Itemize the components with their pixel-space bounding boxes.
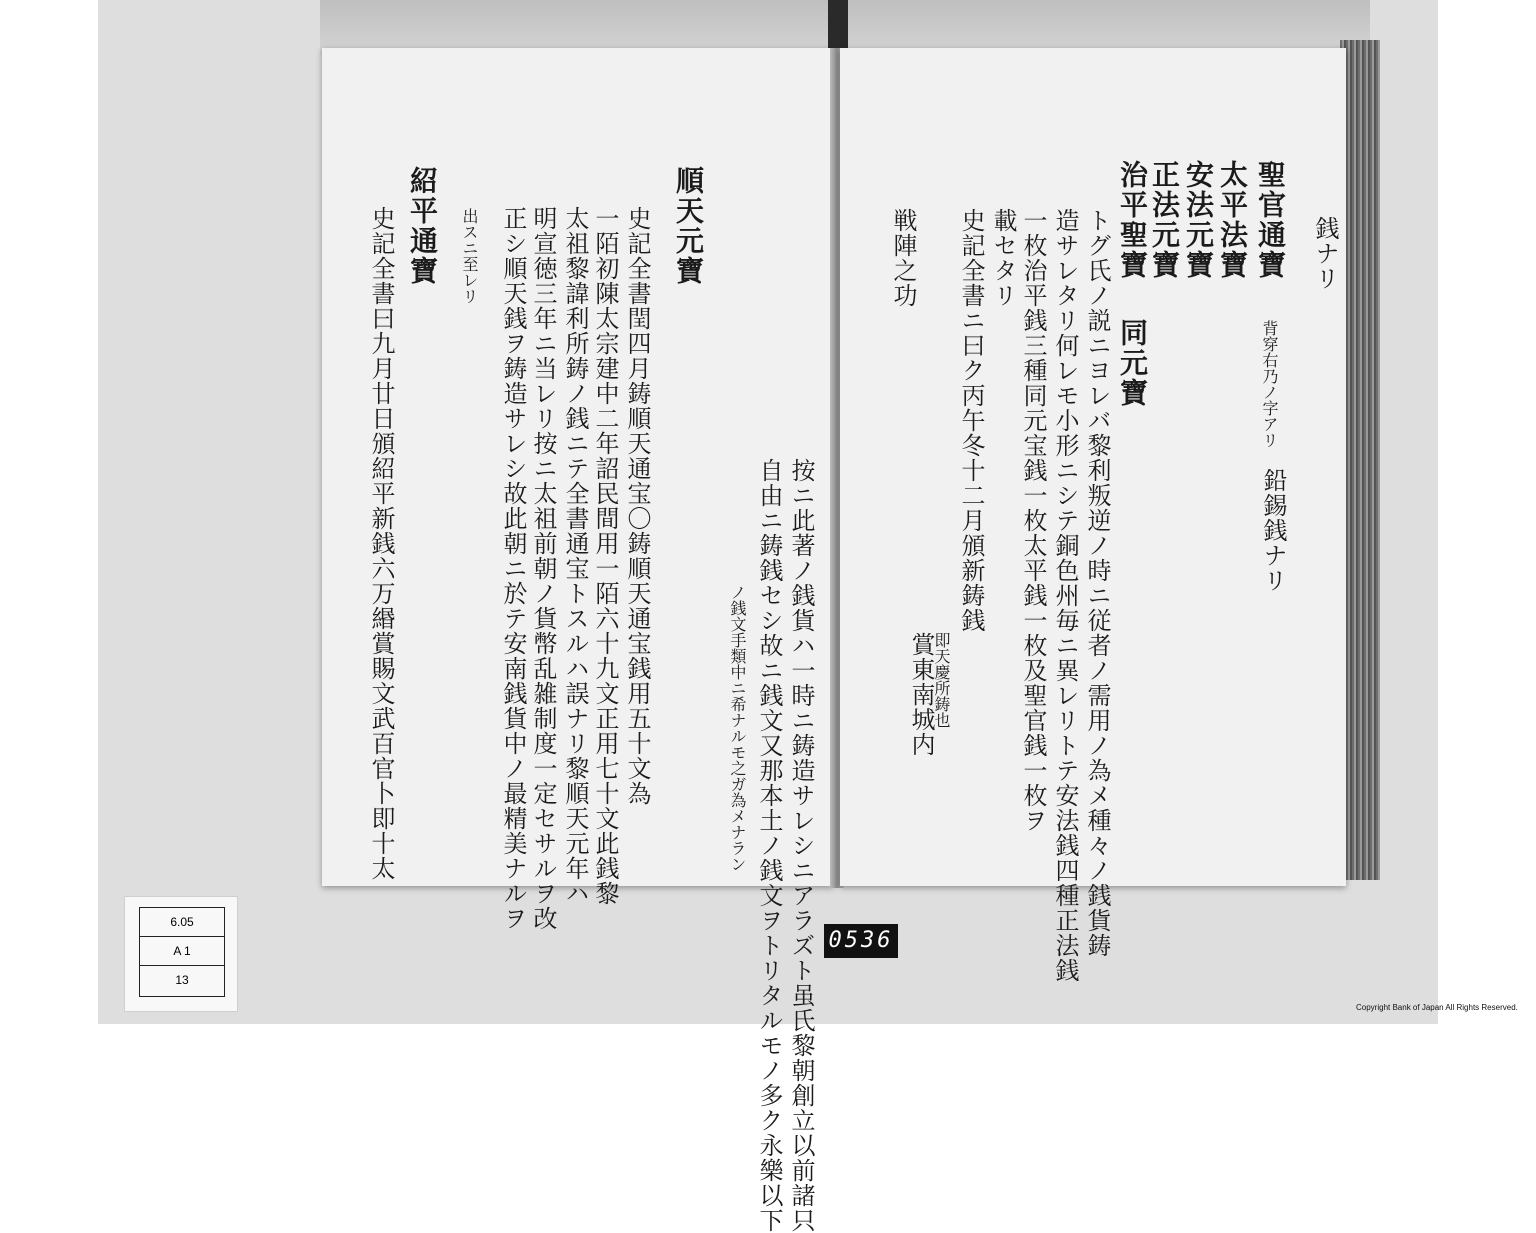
book-page-edges (1340, 40, 1380, 880)
left-col-12: 史記全書曰九月廿日頒紹平新銭六万緡賞賜文武百官卜即十太 (367, 206, 395, 881)
right-col-12: 一枚治平銭三種同元宝銭一枚太平銭一枚及聖官銭一枚ヲ (1019, 208, 1047, 833)
right-col-2: 聖官通寶 (1254, 160, 1287, 280)
archive-label-table (139, 907, 225, 997)
archive-label-card (124, 896, 238, 1012)
right-col-14: 史記全書ニ曰ク丙午冬十二月頒新鋳銭 (957, 208, 985, 633)
left-page (322, 48, 834, 1233)
right-col-4: 鉛錫銭ナリ (1259, 468, 1287, 593)
archive-label-row-1: 6.05 (140, 908, 224, 937)
right-col-17: 戦陣之功 (889, 208, 917, 308)
right-col-13: 載セタリ (989, 208, 1017, 308)
right-col-9: 同元寶 (1116, 318, 1149, 408)
right-col-5: 太平法寶 (1216, 160, 1249, 280)
right-col-6: 安法元寶 (1182, 160, 1215, 280)
left-col-2: 自由ニ鋳銭セシ故ニ銭文又那本土ノ銭文ヲトリタルモノ多ク永樂以下 (755, 458, 783, 1233)
right-col-1: 銭ナリ (1311, 216, 1339, 291)
right-col-11: 造サレタリ何レモ小形ニシテ銅色州毎ニ異レリトテ安法銭四種正法銭 (1051, 208, 1079, 983)
left-col-1: 按ニ此著ノ銭貨ハ一時ニ鋳造サレシニアラズト虽氏黎朝創立以前諸只 (787, 458, 815, 1233)
archive-label-row-3: 13 (175, 973, 189, 987)
right-col-7: 正法元寶 (1148, 160, 1181, 280)
left-col-3: ノ銭文手類中ニ希ナルモ之ガ為メナラン (728, 584, 747, 872)
right-col-8: 治平聖寶 (1116, 160, 1149, 280)
left-col-10: 出スニ至レリ (460, 208, 479, 304)
right-col-3: 背穿右乃ノ字アリ (1260, 320, 1279, 448)
left-col-7: 太祖黎諱利所鋳ノ銭ニテ全書通宝トスルハ誤ナリ黎順天元年ハ (561, 206, 589, 906)
left-col-11: 紹平通寶 (406, 166, 439, 286)
left-col-4: 順天元寶 (672, 166, 705, 286)
page-number-tag: 0536 (824, 924, 898, 958)
left-col-9: 正シ順天銭ヲ鋳造サレシ故此朝ニ於テ安南銭貨中ノ最精美ナルヲ (499, 206, 527, 931)
left-col-5: 史記全書閏四月鋳順天通宝〇鋳順天通宝銭用五十文為 (623, 206, 651, 806)
left-col-8: 明宣徳三年ニ当レリ按ニ太祖前朝ノ貨幣乱雑制度一定セサルヲ改 (529, 206, 557, 931)
left-col-6: 一陌初陳太宗建中二年詔民間用一陌六十九文正用七十文此銭黎 (591, 206, 619, 906)
archive-label-row-2: A 1 (140, 937, 224, 966)
right-col-15: 即天慶所鋳也 (932, 632, 951, 728)
copyright-notice: Copyright Bank of Japan All Rights Reserved. (1356, 1003, 1518, 1012)
right-col-16: 賞東南城内 (907, 632, 935, 757)
right-col-10: トグ氏ノ説ニヨレバ黎利叛逆ノ時ニ従者ノ需用ノ為メ種々ノ銭貨鋳 (1083, 208, 1111, 958)
